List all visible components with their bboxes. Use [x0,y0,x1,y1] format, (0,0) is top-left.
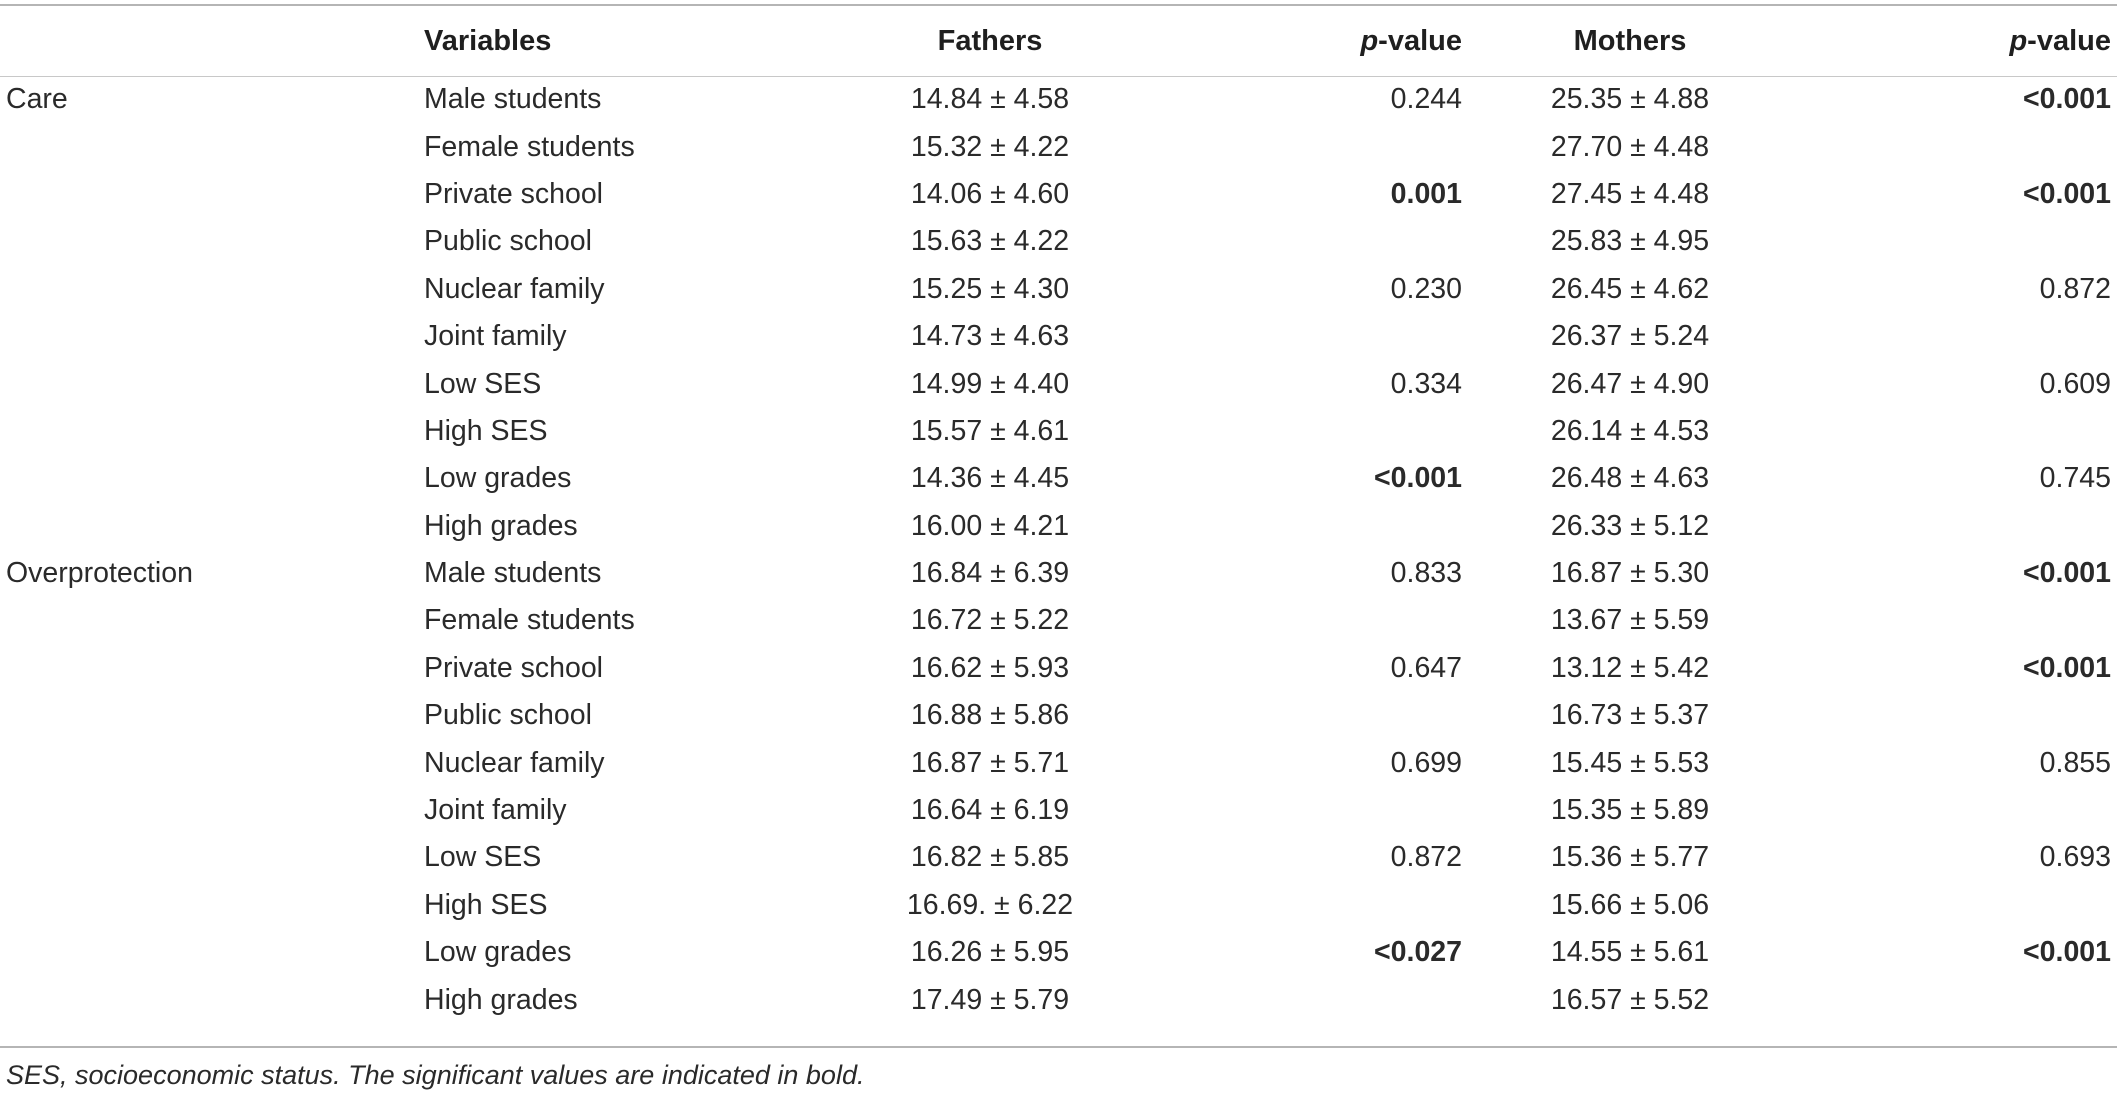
group-cell [0,123,420,170]
fathers-cell: 16.72 ± 5.22 [910,604,1070,637]
table-row [0,739,2117,786]
fathers-cell: 16.26 ± 5.95 [910,936,1070,969]
p-value-mothers-cell [1750,692,2117,739]
mothers-cell: 16.87 ± 5.30 [1550,557,1710,590]
variable-cell: Nuclear family [424,272,605,305]
mothers-cell: 25.35 ± 4.88 [1550,83,1710,116]
group-cell [0,645,420,692]
variable-cell: Low SES [424,841,542,874]
fathers-cell: 16.82 ± 5.85 [910,841,1070,874]
table-row [0,929,2117,976]
mothers-cell: 16.57 ± 5.52 [1550,983,1710,1016]
p-value-mothers-cell: 0.693 [2039,841,2111,874]
data-table [0,6,2117,1024]
mothers-cell: 26.14 ± 4.53 [1550,414,1710,447]
p-value-mothers-cell [1750,976,2117,1023]
header-group-cell [0,6,420,76]
table-row [0,550,2117,597]
p-value-mothers-cell [1750,408,2117,455]
p-value-fathers-cell [1110,692,1510,739]
p-value-fathers-cell: 0.872 [1390,841,1462,874]
p-value-fathers-cell [1110,123,1510,170]
fathers-cell: 14.84 ± 4.58 [910,83,1070,116]
variable-cell: Low grades [424,462,572,495]
table-row [0,882,2117,929]
p-value-mothers-cell: <0.001 [2023,936,2111,969]
group-cell [0,218,420,265]
group-cell [0,503,420,550]
header-p-value-fathers [1110,6,1510,76]
fathers-cell: 14.06 ± 4.60 [910,177,1070,210]
p-value-fathers-cell [1110,787,1510,834]
table-row [0,834,2117,881]
mothers-cell: 14.55 ± 5.61 [1550,936,1710,969]
p-value-fathers-cell: 0.001 [1390,177,1462,210]
header-mothers: Mothers [1573,24,1687,57]
header-p-value-mothers [1750,6,2117,76]
group-cell [0,597,420,644]
table-row [0,455,2117,502]
p-value-mothers-cell [1750,787,2117,834]
p-value-mothers-cell: 0.855 [2039,746,2111,779]
p-value-suffix: -value [1378,24,1462,57]
p-value-suffix: -value [2027,24,2111,57]
fathers-cell: 16.84 ± 6.39 [910,557,1070,590]
p-value-fathers-cell: 0.334 [1390,367,1462,400]
table-row [0,408,2117,455]
fathers-cell: 15.32 ± 4.22 [910,130,1070,163]
table-row [0,787,2117,834]
variable-cell: Joint family [424,794,567,827]
variable-cell: Male students [424,83,602,116]
mothers-cell: 25.83 ± 4.95 [1550,225,1710,258]
p-value-fathers-cell [1110,218,1510,265]
table-row [0,976,2117,1023]
p-symbol: p [1360,24,1379,57]
table-row [0,692,2117,739]
variable-cell: Low grades [424,936,572,969]
table-row [0,645,2117,692]
group-cell [0,266,420,313]
group-cell [0,692,420,739]
variable-cell: Private school [424,651,604,684]
mothers-cell: 15.36 ± 5.77 [1550,841,1710,874]
p-value-mothers-cell [1750,123,2117,170]
header-variables: Variables [424,24,552,57]
fathers-cell: 17.49 ± 5.79 [910,983,1070,1016]
fathers-cell: 14.99 ± 4.40 [910,367,1070,400]
group-cell [0,313,420,360]
fathers-cell: 16.87 ± 5.71 [910,746,1070,779]
mothers-cell: 26.33 ± 5.12 [1550,509,1710,542]
group-cell [0,834,420,881]
group-cell [0,787,420,834]
p-value-fathers-cell: 0.699 [1390,746,1462,779]
group-cell: Overprotection [6,557,193,590]
p-value-fathers-cell: 0.833 [1390,557,1462,590]
p-value-mothers-cell: 0.609 [2039,367,2111,400]
variable-cell: Public school [424,225,592,258]
mothers-cell: 15.66 ± 5.06 [1550,888,1710,921]
table-footnote: SES, socioeconomic status. The significant values are indicated in bold. [6,1060,865,1090]
p-value-mothers-cell [1750,503,2117,550]
fathers-cell: 15.57 ± 4.61 [910,414,1070,447]
p-value-fathers-cell: 0.230 [1390,272,1462,305]
fathers-cell: 15.25 ± 4.30 [910,272,1070,305]
p-value-mothers-cell [1750,218,2117,265]
variable-cell: High SES [424,414,548,447]
group-cell [0,360,420,407]
mothers-cell: 27.45 ± 4.48 [1550,177,1710,210]
group-cell [0,171,420,218]
p-value-fathers-cell [1110,408,1510,455]
p-value-fathers-cell [1110,597,1510,644]
p-value-mothers-cell [1750,597,2117,644]
table-row [0,218,2117,265]
table-row [0,313,2117,360]
p-value-mothers-cell: 0.872 [2039,272,2111,305]
table-row [0,76,2117,123]
table-row [0,266,2117,313]
group-cell [0,976,420,1023]
table-row [0,360,2117,407]
variable-cell: Public school [424,699,592,732]
p-value-fathers-cell: 0.244 [1390,83,1462,116]
table-header [0,6,2117,76]
fathers-cell: 16.62 ± 5.93 [910,651,1070,684]
variable-cell: Nuclear family [424,746,605,779]
p-value-mothers-cell: <0.001 [2023,651,2111,684]
p-value-fathers-cell [1110,882,1510,929]
table-bottom-rule [0,1046,2117,1048]
variable-cell: High grades [424,983,578,1016]
fathers-cell: 16.00 ± 4.21 [910,509,1070,542]
p-value-fathers-cell: <0.001 [1374,462,1462,495]
p-value-fathers-cell: <0.027 [1374,936,1462,969]
p-value-mothers-cell: <0.001 [2023,177,2111,210]
variable-cell: Low SES [424,367,542,400]
mothers-cell: 15.35 ± 5.89 [1550,794,1710,827]
variable-cell: Joint family [424,320,567,353]
fathers-cell: 14.73 ± 4.63 [910,320,1070,353]
p-value-fathers-cell [1110,976,1510,1023]
mothers-cell: 15.45 ± 5.53 [1550,746,1710,779]
fathers-cell: 16.69. ± 6.22 [906,888,1074,921]
mothers-cell: 13.67 ± 5.59 [1550,604,1710,637]
mothers-cell: 26.47 ± 4.90 [1550,367,1710,400]
group-cell [0,739,420,786]
group-cell [0,882,420,929]
p-value-mothers-cell: <0.001 [2023,557,2111,590]
mothers-cell: 26.37 ± 5.24 [1550,320,1710,353]
group-cell [0,408,420,455]
variable-cell: Female students [424,130,635,163]
mothers-cell: 26.48 ± 4.63 [1550,462,1710,495]
p-value-mothers-cell [1750,882,2117,929]
table-row [0,123,2117,170]
group-cell [0,455,420,502]
p-symbol: p [2009,24,2028,57]
mothers-cell: 26.45 ± 4.62 [1550,272,1710,305]
variable-cell: High grades [424,509,578,542]
p-value-mothers-cell: 0.745 [2039,462,2111,495]
table-row [0,503,2117,550]
p-value-fathers-cell [1110,503,1510,550]
group-cell: Care [6,83,68,116]
mothers-cell: 16.73 ± 5.37 [1550,699,1710,732]
fathers-cell: 15.63 ± 4.22 [910,225,1070,258]
variable-cell: Private school [424,177,604,210]
header-fathers: Fathers [937,24,1043,57]
p-value-mothers-cell [1750,313,2117,360]
p-value-fathers-cell [1110,313,1510,360]
fathers-cell: 16.88 ± 5.86 [910,699,1070,732]
mothers-cell: 13.12 ± 5.42 [1550,651,1710,684]
variable-cell: High SES [424,888,548,921]
fathers-cell: 14.36 ± 4.45 [910,462,1070,495]
table-header-rule [0,76,2117,77]
table-row [0,171,2117,218]
header-row [0,6,2117,76]
p-value-fathers-cell: 0.647 [1390,651,1462,684]
mothers-cell: 27.70 ± 4.48 [1550,130,1710,163]
variable-cell: Male students [424,557,602,590]
table-body [0,76,2117,1024]
p-value-mothers-cell: <0.001 [2023,83,2111,116]
fathers-cell: 16.64 ± 6.19 [910,794,1070,827]
group-cell [0,929,420,976]
table-row [0,597,2117,644]
variable-cell: Female students [424,604,635,637]
